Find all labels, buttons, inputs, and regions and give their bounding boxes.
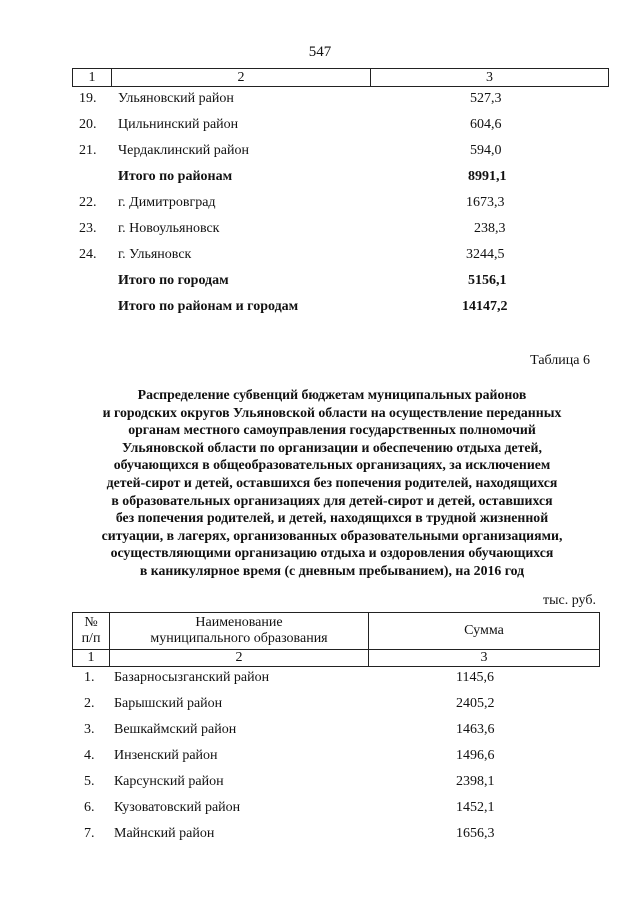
- row-number: 5.: [84, 774, 95, 789]
- row-value: 1496,6: [456, 748, 495, 763]
- row-name: Итого по районам: [118, 169, 233, 184]
- row-value: 8991,1: [468, 169, 507, 184]
- table1-col-2: 2: [112, 69, 371, 87]
- header-number-line1: №: [84, 615, 98, 630]
- header-name-cell: [110, 613, 369, 650]
- row-value: 1463,6: [456, 722, 495, 737]
- row-number: 4.: [84, 748, 95, 763]
- row-value: 594,0: [470, 143, 502, 158]
- row-name: г. Ульяновск: [118, 247, 192, 262]
- row-number: 22.: [79, 195, 97, 210]
- table2-col-1: 1: [73, 650, 110, 667]
- row-value: 527,3: [470, 91, 502, 106]
- table-title: [60, 386, 604, 580]
- row-value: 1452,1: [456, 800, 495, 815]
- header-name-line2: муниципального образования: [150, 631, 328, 646]
- title-line: Ульяновской области по организации и обеспечению отдыха детей,: [122, 439, 542, 455]
- title-line: Распределение субвенций бюджетам муниципальных районов: [137, 387, 527, 402]
- row-name: Чердаклинский район: [118, 143, 249, 158]
- row-name: г. Новоульяновск: [118, 221, 220, 236]
- row-value: 1656,3: [456, 826, 495, 841]
- row-name: Кузоватовский район: [114, 800, 241, 815]
- row-name: Инзенский район: [114, 748, 218, 763]
- row-name: Итого по городам: [118, 273, 229, 288]
- title-line: без попечения родителей, и детей, находящихся в трудной жизненной: [115, 510, 549, 526]
- table2-col-2: 2: [110, 650, 369, 667]
- row-value: 5156,1: [468, 273, 507, 288]
- table2-col-3: 3: [369, 650, 600, 667]
- page-number: 547: [308, 44, 332, 60]
- row-name: Цильнинский район: [118, 117, 239, 132]
- header-number-line2: п/п: [81, 631, 101, 646]
- title-line: обучающихся в общеобразовательных организациях, за исключением: [113, 457, 551, 473]
- row-number: 20.: [79, 117, 97, 132]
- row-value: 3244,5: [466, 247, 505, 262]
- row-number: 6.: [84, 800, 95, 815]
- table1-column-numbers: [72, 68, 609, 87]
- row-name: Итого по районам и городам: [118, 299, 299, 314]
- table-caption: Таблица 6: [530, 353, 590, 368]
- title-line: и городских округов Ульяновской области на осуществление переданных: [102, 404, 562, 420]
- row-number: 1.: [84, 670, 95, 685]
- row-name: Вешкаймский район: [114, 722, 237, 737]
- row-name: Майнский район: [114, 826, 215, 841]
- row-name: Базарносызганский район: [114, 670, 270, 685]
- row-value: 1673,3: [466, 195, 505, 210]
- header-sum-cell: Сумма: [369, 613, 600, 650]
- units-label: тыс. руб.: [543, 593, 596, 608]
- row-value: 238,3: [474, 221, 506, 236]
- row-number: 2.: [84, 696, 95, 711]
- row-name: Ульяновский район: [118, 91, 234, 106]
- title-line: в каникулярное время (с дневным пребыванием), на 2016 год: [139, 562, 525, 578]
- row-value: 1145,6: [456, 670, 494, 685]
- title-line: органам местного самоуправления государственных полномочий: [128, 422, 536, 438]
- header-number-cell: [73, 613, 110, 650]
- row-name: Карсунский район: [114, 774, 224, 789]
- row-number: 23.: [79, 221, 97, 236]
- row-number: 7.: [84, 826, 95, 841]
- table1-col-3: 3: [371, 69, 609, 87]
- header-name-line1: Наименование: [195, 615, 283, 630]
- title-line: осуществляющими организацию отдыха и оздоровления обучающихся: [110, 545, 554, 561]
- table1-col-1: 1: [73, 69, 112, 87]
- row-number: 24.: [79, 247, 97, 262]
- row-name: г. Димитровград: [118, 195, 216, 210]
- row-value: 2405,2: [456, 696, 495, 711]
- row-number: 19.: [79, 91, 97, 106]
- row-value: 2398,1: [456, 774, 495, 789]
- row-value: 604,6: [470, 117, 502, 132]
- title-line: ситуации, в лагерях, организованных образовательными организациями,: [101, 527, 563, 543]
- row-name: Барышский район: [114, 696, 223, 711]
- table2-header: [72, 612, 600, 667]
- row-number: 3.: [84, 722, 95, 737]
- row-value: 14147,2: [462, 299, 508, 314]
- title-line: детей-сирот и детей, оставшихся без попечения родителей, находящихся: [106, 474, 558, 490]
- title-line: в образовательных организациях для детей-сирот и детей, оставшихся: [111, 492, 553, 508]
- row-number: 21.: [79, 143, 97, 158]
